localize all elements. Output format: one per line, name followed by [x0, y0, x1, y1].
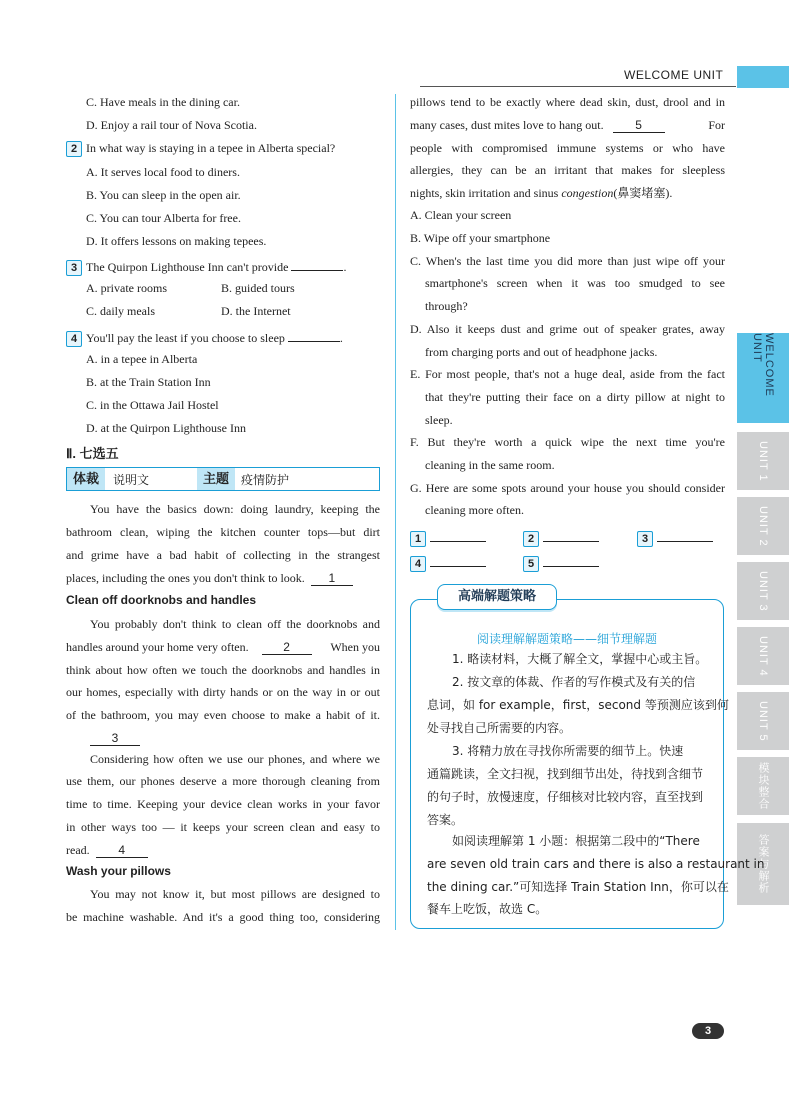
q2-option-d[interactable]: D. It offers lessons on making tepees.	[86, 234, 267, 248]
option-d-cont: from charging ports and out of headphone jacks.	[425, 345, 658, 359]
option-g-cont: cleaning more often.	[425, 503, 524, 517]
passage-line	[90, 730, 140, 746]
page-number: 3	[704, 1025, 712, 1037]
answer-blank[interactable]	[543, 552, 599, 567]
passage-blank-3[interactable]: 3	[90, 731, 140, 746]
strategy-line: 息词，如 for example，first，second 等预测应该到何	[427, 698, 729, 712]
q2-option-c[interactable]: C. You can tour Alberta for free.	[86, 211, 241, 225]
option-b[interactable]: B. Wipe off your smartphone	[410, 231, 551, 245]
passage-blank-4[interactable]: 4	[96, 843, 148, 858]
passage-line: of the bathroom, you may even choose to make a habit of it.	[66, 708, 380, 722]
passage-line: nights, skin irritation and sinus congestion(鼻窦堵塞).	[410, 186, 673, 200]
passage-line: use them, our phones deserve a more thorough cleaning from	[66, 774, 380, 788]
option-e-cont: that they're putting their face on a dirty pillow at night to	[425, 390, 725, 404]
strategy-line: 通篇跳读，全文扫视，找到细节出处，待找到含细节	[427, 767, 704, 781]
strategy-title-tab	[437, 584, 557, 610]
side-tab-welcome-unit[interactable]: WELCOME UNIT	[737, 333, 789, 423]
answer-blank[interactable]	[430, 552, 486, 567]
section-title: Ⅱ. 七选五	[66, 446, 119, 461]
passage-blank-1[interactable]: 1	[311, 571, 353, 586]
strategy-line: 答案。	[427, 813, 464, 827]
answer-slot-3[interactable]: 3	[637, 527, 713, 547]
strategy-line: 如阅读理解第 1 小题：根据第二段中的“There	[452, 834, 700, 848]
passage-line: time to time. Keeping your device clean works in your favor	[66, 797, 380, 811]
side-tab-unit-3[interactable]: UNIT 3	[737, 562, 789, 620]
passage-line: think about how often we touch the doorknobs and handles in	[66, 663, 380, 677]
passage-blank-5[interactable]: 5	[613, 118, 665, 133]
q1-option-d: D. Enjoy a rail tour of Nova Scotia.	[86, 118, 257, 132]
strategy-line: the dining car.”可知选择 Train Station Inn，你可以在	[427, 880, 729, 894]
passage-line: allergies, they can be an irritant that makes for sleepless	[410, 163, 725, 177]
side-tab-answers[interactable]: 答案与解析	[737, 823, 789, 905]
passage-line: You probably don't think to clean off the doorknobs and	[90, 617, 380, 631]
passage-line: be machine washable. And it's a good thing too, considering	[66, 910, 380, 924]
q2-option-a[interactable]: A. It serves local food to diners.	[86, 165, 240, 179]
subheading-doorknobs: Clean off doorknobs and handles	[66, 593, 257, 607]
question-2	[66, 140, 335, 157]
option-e-cont: sleep.	[425, 413, 453, 427]
strategy-title: 高端解题策略	[457, 589, 536, 604]
question-3: 3 The Quirpon Lighthouse Inn can't provide .	[66, 256, 346, 276]
subheading-pillows: Wash your pillows	[66, 864, 171, 878]
genre-label: 体裁	[67, 468, 105, 490]
q4-option-d[interactable]: D. at the Quirpon Lighthouse Inn	[86, 421, 246, 435]
strategy-line: 的句子时，放慢速度，仔细核对比较内容，直至找到	[427, 790, 704, 804]
column-divider	[395, 94, 396, 930]
passage-line: many cases, dust mites love to hang out. 5 For	[410, 118, 725, 132]
passage-line: in other ways too — it keeps your screen clean and easy to	[66, 820, 380, 834]
q3-option-b[interactable]: B. guided tours	[221, 281, 295, 295]
passage-line: handles around your home very often. 2 When you	[66, 640, 380, 654]
question-2-text: In what way is staying in a tepee in Alberta special?	[86, 141, 336, 155]
option-f-cont: cleaning in the same room.	[425, 458, 555, 472]
running-header-title: WELCOME UNIT	[624, 68, 724, 82]
strategy-line: 处寻找自己所需要的内容。	[427, 721, 572, 735]
strategy-line: 1. 略读材料，大概了解全文，掌握中心或主旨。	[452, 652, 708, 666]
option-f[interactable]: F. But they're worth a quick wipe the next time you're	[410, 435, 725, 449]
option-d[interactable]: D. Also it keeps dust and grime out of speaker grates, away	[410, 322, 725, 336]
passage-line: read. 4	[66, 842, 148, 858]
question-number-badge: 4	[66, 331, 82, 347]
side-tab-unit-4[interactable]: UNIT 4	[737, 627, 789, 685]
genre-topic-table	[66, 467, 380, 491]
q3-option-d[interactable]: D. the Internet	[221, 304, 291, 318]
passage-blank-2[interactable]: 2	[262, 640, 312, 655]
passage-line: Considering how often we use our phones, and where we	[90, 752, 380, 766]
passage-line: pillows tend to be exactly where dead skin, dust, drool and in	[410, 95, 725, 109]
q4-option-a[interactable]: A. in a tepee in Alberta	[86, 352, 198, 366]
strategy-subtitle: 阅读理解解题策略——细节理解题	[476, 632, 657, 646]
passage-line: bathroom clean, wiping the kitchen counter tops—but dirt	[66, 525, 380, 539]
passage-line: places, including the ones you don't think to look. 1	[66, 570, 353, 586]
question-4-text: You'll pay the least if you choose to sleep	[86, 331, 285, 345]
option-e[interactable]: E. For most people, that's not a huge deal, aside from the fact	[410, 367, 725, 381]
strategy-line: 3. 将精力放在寻找你所需要的细节上。快速	[452, 744, 684, 758]
side-tab-unit-1[interactable]: UNIT 1	[737, 432, 789, 490]
question-number-badge: 2	[66, 141, 82, 157]
answer-blank[interactable]	[291, 256, 343, 271]
strategy-line: 餐车上吃饭，故选 C。	[427, 902, 548, 916]
answer-blank[interactable]	[430, 527, 486, 542]
side-tab-unit-2[interactable]: UNIT 2	[737, 497, 789, 555]
answer-slot-4[interactable]: 4	[410, 552, 486, 572]
answer-blank[interactable]	[657, 527, 713, 542]
q4-option-c[interactable]: C. in the Ottawa Jail Hostel	[86, 398, 219, 412]
genre-value: 说明文	[113, 473, 150, 487]
passage-line: You may not know it, but most pillows are designed to	[90, 887, 380, 901]
option-g[interactable]: G. Here are some spots around your house you should consider	[410, 481, 725, 495]
q1-option-c: C. Have meals in the dining car.	[86, 95, 240, 109]
option-c-cont: through?	[425, 299, 468, 313]
side-tab-module-review[interactable]: 模块整合	[737, 757, 789, 815]
q4-option-b[interactable]: B. at the Train Station Inn	[86, 375, 211, 389]
answer-slot-1[interactable]: 1	[410, 527, 486, 547]
strategy-line: 2. 按文章的体裁、作者的写作模式及有关的信	[452, 675, 696, 689]
answer-blank[interactable]	[288, 327, 340, 342]
q2-option-b[interactable]: B. You can sleep in the open air.	[86, 188, 241, 202]
answer-slot-5[interactable]: 5	[523, 552, 599, 572]
topic-value: 疫情防护	[241, 473, 290, 487]
header-accent-block	[737, 66, 789, 88]
passage-line: our homes, especially with dirty hands or on the way in or out	[66, 685, 380, 699]
answer-blank[interactable]	[543, 527, 599, 542]
option-a[interactable]: A. Clean your screen	[410, 208, 512, 222]
question-4: 4 You'll pay the least if you choose to sleep .	[66, 327, 343, 347]
passage-line: and grime have a bad habit of collecting in the strangest	[66, 548, 380, 562]
page-number-badge	[692, 1023, 724, 1039]
passage-line: people with compromised immune systems or who have	[410, 141, 725, 155]
question-3-text: The Quirpon Lighthouse Inn can't provide	[86, 260, 289, 274]
strategy-line: are seven old train cars and there is also a restaurant in	[427, 857, 765, 871]
answer-slot-2[interactable]: 2	[523, 527, 599, 547]
q3-option-a[interactable]: A. private rooms	[86, 281, 167, 295]
option-c[interactable]: C. When's the last time you did more than just wipe off your	[410, 254, 725, 268]
header-rule	[420, 86, 736, 87]
passage-line: You have the basics down: doing laundry, keeping the	[90, 502, 380, 516]
side-tab-unit-5[interactable]: UNIT 5	[737, 692, 789, 750]
question-number-badge: 3	[66, 260, 82, 276]
option-c-cont: smartphone's screen when it was too smudged to see	[425, 276, 725, 290]
q3-option-c[interactable]: C. daily meals	[86, 304, 155, 318]
topic-label: 主题	[197, 468, 235, 490]
